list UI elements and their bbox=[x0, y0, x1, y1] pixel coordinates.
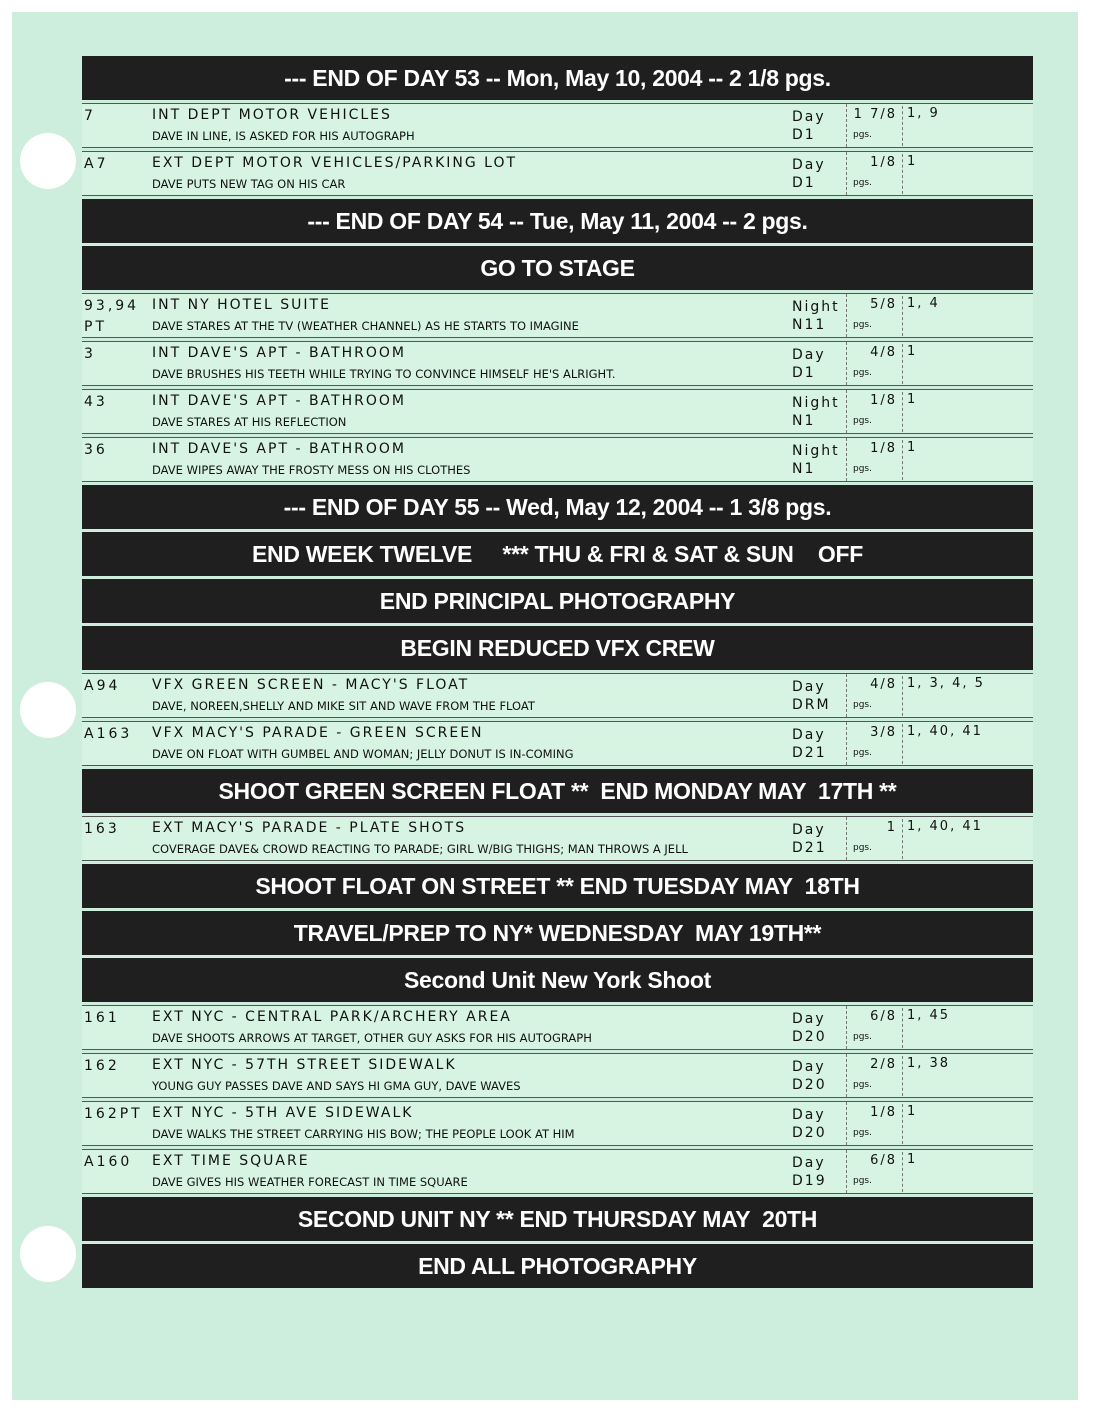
day-night-cell bbox=[792, 108, 844, 144]
page-count: 4/8 bbox=[870, 677, 897, 692]
page-unit: pgs. bbox=[853, 1080, 872, 1090]
day-night-label: Day bbox=[792, 1155, 826, 1171]
day-night-label: Day bbox=[792, 679, 826, 695]
cast-ids: 1, 4 bbox=[902, 296, 1035, 336]
day-night-cell bbox=[792, 1154, 844, 1190]
page-unit: pgs. bbox=[853, 416, 872, 426]
day-night-cell bbox=[792, 821, 844, 857]
scene-row bbox=[82, 341, 1033, 386]
scene-row bbox=[82, 151, 1033, 196]
page-count: 2/8 bbox=[870, 1057, 897, 1072]
day-night-label: Day bbox=[792, 109, 826, 125]
cast-ids: 1 bbox=[902, 154, 1035, 194]
scene-number: 3 bbox=[84, 346, 96, 362]
scene-number: A160 bbox=[84, 1154, 133, 1170]
day-banner: END WEEK TWELVE *** THU & FRI & SAT & SUN OFF bbox=[82, 532, 1033, 576]
scene-number: 36 bbox=[84, 442, 108, 458]
scene-description: YOUNG GUY PASSES DAVE AND SAYS HI GMA GUY, DAVE WAVES bbox=[152, 1079, 521, 1093]
day-night-label: Day bbox=[792, 347, 826, 363]
scene-description: DAVE SHOOTS ARROWS AT TARGET, OTHER GUY ASKS FOR HIS AUTOGRAPH bbox=[152, 1031, 592, 1045]
page-count: 1/8 bbox=[870, 441, 897, 456]
page-count-cell bbox=[846, 152, 901, 195]
page-count-cell bbox=[846, 722, 901, 765]
scene-number: 7 bbox=[84, 108, 96, 124]
scene-heading: EXT TIME SQUARE bbox=[152, 1153, 310, 1169]
scene-row bbox=[82, 721, 1033, 766]
day-night-label: Day bbox=[792, 727, 826, 743]
scene-row bbox=[82, 1149, 1033, 1194]
scene-heading: EXT MACY'S PARADE - PLATE SHOTS bbox=[152, 820, 467, 836]
cast-ids: 1, 45 bbox=[902, 1008, 1035, 1048]
scene-heading: INT DAVE'S APT - BATHROOM bbox=[152, 441, 406, 457]
cast-ids: 1, 3, 4, 5 bbox=[902, 676, 1035, 716]
scene-description: DAVE ON FLOAT WITH GUMBEL AND WOMAN; JELLY DONUT IS IN-COMING bbox=[152, 747, 574, 761]
day-banner: GO TO STAGE bbox=[82, 246, 1033, 290]
scene-heading: VFX MACY'S PARADE - GREEN SCREEN bbox=[152, 725, 484, 741]
scene-description: DAVE STARES AT THE TV (WEATHER CHANNEL) AS HE STARTS TO IMAGINE bbox=[152, 319, 579, 333]
day-night-cell bbox=[792, 1010, 844, 1046]
scene-number: A94 bbox=[84, 678, 121, 694]
punch-hole bbox=[20, 133, 76, 189]
day-banner: --- END OF DAY 53 -- Mon, May 10, 2004 -- 2 1/8 pgs. bbox=[82, 56, 1033, 100]
story-day: DRM bbox=[792, 697, 831, 713]
page-unit: pgs. bbox=[853, 320, 872, 330]
page-count: 6/8 bbox=[870, 1153, 897, 1168]
day-night-label: Day bbox=[792, 1107, 826, 1123]
story-day: N1 bbox=[792, 413, 816, 429]
page-count-cell bbox=[846, 294, 901, 337]
page-unit: pgs. bbox=[853, 130, 872, 140]
story-day: D19 bbox=[792, 1173, 827, 1189]
page-count: 1 bbox=[886, 820, 897, 835]
day-night-label: Night bbox=[792, 395, 840, 411]
scene-description: DAVE GIVES HIS WEATHER FORECAST IN TIME SQUARE bbox=[152, 1175, 468, 1189]
scene-number: 161 bbox=[84, 1010, 120, 1026]
page-unit: pgs. bbox=[853, 464, 872, 474]
story-day: D1 bbox=[792, 365, 816, 381]
day-night-cell bbox=[792, 346, 844, 382]
scene-description: DAVE, NOREEN,SHELLY AND MIKE SIT AND WAVE FROM THE FLOAT bbox=[152, 699, 535, 713]
page-unit: pgs. bbox=[853, 1032, 872, 1042]
day-night-label: Night bbox=[792, 299, 840, 315]
page-count-cell bbox=[846, 1150, 901, 1193]
story-day: D1 bbox=[792, 175, 816, 191]
page-count: 1 7/8 bbox=[853, 107, 897, 122]
page-count-cell bbox=[846, 817, 901, 860]
scene-heading: EXT DEPT MOTOR VEHICLES/PARKING LOT bbox=[152, 155, 518, 171]
page-count-cell bbox=[846, 1054, 901, 1097]
scene-description: DAVE WALKS THE STREET CARRYING HIS BOW; THE PEOPLE LOOK AT HIM bbox=[152, 1127, 575, 1141]
scene-number: 162PT bbox=[84, 1106, 143, 1122]
cast-ids: 1, 40, 41 bbox=[902, 724, 1035, 764]
day-night-cell bbox=[792, 1106, 844, 1142]
punch-hole bbox=[20, 682, 76, 738]
day-night-cell bbox=[792, 394, 844, 430]
cast-ids: 1, 9 bbox=[902, 106, 1035, 146]
day-night-cell bbox=[792, 298, 844, 334]
punch-hole bbox=[20, 1226, 76, 1282]
scene-row bbox=[82, 1005, 1033, 1050]
story-day: D20 bbox=[792, 1125, 827, 1141]
page-count-cell bbox=[846, 438, 901, 481]
page-count-cell bbox=[846, 342, 901, 385]
scene-description: DAVE IN LINE, IS ASKED FOR HIS AUTOGRAPH bbox=[152, 129, 415, 143]
page-count: 4/8 bbox=[870, 345, 897, 360]
scene-row bbox=[82, 103, 1033, 148]
scene-number: A7 bbox=[84, 156, 109, 172]
scene-row bbox=[82, 816, 1033, 861]
scene-row bbox=[82, 437, 1033, 482]
page-count: 1/8 bbox=[870, 393, 897, 408]
story-day: D20 bbox=[792, 1077, 827, 1093]
day-night-label: Day bbox=[792, 1059, 826, 1075]
page-unit: pgs. bbox=[853, 1176, 872, 1186]
page-count: 1/8 bbox=[870, 1105, 897, 1120]
page-unit: pgs. bbox=[853, 1128, 872, 1138]
day-banner: TRAVEL/PREP TO NY* WEDNESDAY MAY 19TH** bbox=[82, 911, 1033, 955]
cast-ids: 1, 40, 41 bbox=[902, 819, 1035, 859]
scene-heading: EXT NYC - 5TH AVE SIDEWALK bbox=[152, 1105, 414, 1121]
day-night-label: Day bbox=[792, 1011, 826, 1027]
scene-description: COVERAGE DAVE& CROWD REACTING TO PARADE; GIRL W/BIG THIGHS; MAN THROWS A JELL bbox=[152, 842, 688, 856]
scene-row bbox=[82, 673, 1033, 718]
day-banner: SECOND UNIT NY ** END THURSDAY MAY 20TH bbox=[82, 1197, 1033, 1241]
scene-row bbox=[82, 1053, 1033, 1098]
day-night-cell bbox=[792, 726, 844, 762]
day-night-cell bbox=[792, 442, 844, 478]
scene-row bbox=[82, 1101, 1033, 1146]
page-unit: pgs. bbox=[853, 700, 872, 710]
story-day: D21 bbox=[792, 840, 827, 856]
scene-description: DAVE PUTS NEW TAG ON HIS CAR bbox=[152, 177, 346, 191]
scene-number: A163 bbox=[84, 726, 133, 742]
page-count-cell bbox=[846, 390, 901, 433]
page-count-cell bbox=[846, 674, 901, 717]
day-night-label: Day bbox=[792, 822, 826, 838]
scene-row bbox=[82, 389, 1033, 434]
scene-heading: INT DEPT MOTOR VEHICLES bbox=[152, 107, 392, 123]
story-day: D1 bbox=[792, 127, 816, 143]
story-day: D21 bbox=[792, 745, 827, 761]
page-count-cell bbox=[846, 104, 901, 147]
cast-ids: 1 bbox=[902, 392, 1035, 432]
day-banner: BEGIN REDUCED VFX CREW bbox=[82, 626, 1033, 670]
scene-number: 43 bbox=[84, 394, 108, 410]
page-count-cell bbox=[846, 1006, 901, 1049]
cast-ids: 1, 38 bbox=[902, 1056, 1035, 1096]
day-banner: END PRINCIPAL PHOTOGRAPHY bbox=[82, 579, 1033, 623]
page-unit: pgs. bbox=[853, 368, 872, 378]
day-banner: --- END OF DAY 54 -- Tue, May 11, 2004 -- 2 pgs. bbox=[82, 199, 1033, 243]
page-unit: pgs. bbox=[853, 178, 872, 188]
page-count: 6/8 bbox=[870, 1009, 897, 1024]
day-banner: END ALL PHOTOGRAPHY bbox=[82, 1244, 1033, 1288]
story-day: N11 bbox=[792, 317, 827, 333]
scene-heading: EXT NYC - 57TH STREET SIDEWALK bbox=[152, 1057, 457, 1073]
cast-ids: 1 bbox=[902, 1152, 1035, 1192]
cast-ids: 1 bbox=[902, 344, 1035, 384]
page-count-cell bbox=[846, 1102, 901, 1145]
scene-number: 93,94PT bbox=[84, 298, 140, 335]
cast-ids: 1 bbox=[902, 1104, 1035, 1144]
day-night-label: Night bbox=[792, 443, 840, 459]
scene-description: DAVE STARES AT HIS REFLECTION bbox=[152, 415, 347, 429]
scene-heading: INT DAVE'S APT - BATHROOM bbox=[152, 345, 406, 361]
scene-heading: EXT NYC - CENTRAL PARK/ARCHERY AREA bbox=[152, 1009, 512, 1025]
story-day: N1 bbox=[792, 461, 816, 477]
page-unit: pgs. bbox=[853, 748, 872, 758]
scene-description: DAVE BRUSHES HIS TEETH WHILE TRYING TO CONVINCE HIMSELF HE'S ALRIGHT. bbox=[152, 367, 616, 381]
scene-heading: INT NY HOTEL SUITE bbox=[152, 297, 331, 313]
day-banner: SHOOT FLOAT ON STREET ** END TUESDAY MAY 18TH bbox=[82, 864, 1033, 908]
shooting-schedule bbox=[82, 56, 1033, 1291]
day-night-cell bbox=[792, 678, 844, 714]
scene-description: DAVE WIPES AWAY THE FROSTY MESS ON HIS CLOTHES bbox=[152, 463, 471, 477]
page-count: 5/8 bbox=[870, 297, 897, 312]
page-count: 3/8 bbox=[870, 725, 897, 740]
day-banner: SHOOT GREEN SCREEN FLOAT ** END MONDAY MAY 17TH ** bbox=[82, 769, 1033, 813]
scene-heading: VFX GREEN SCREEN - MACY'S FLOAT bbox=[152, 677, 470, 693]
story-day: D20 bbox=[792, 1029, 827, 1045]
day-banner: --- END OF DAY 55 -- Wed, May 12, 2004 -- 1 3/8 pgs. bbox=[82, 485, 1033, 529]
day-banner: Second Unit New York Shoot bbox=[82, 958, 1033, 1002]
scene-number: 163 bbox=[84, 821, 120, 837]
cast-ids: 1 bbox=[902, 440, 1035, 480]
day-night-cell bbox=[792, 1058, 844, 1094]
day-night-cell bbox=[792, 156, 844, 192]
page-unit: pgs. bbox=[853, 843, 872, 853]
scene-heading: INT DAVE'S APT - BATHROOM bbox=[152, 393, 406, 409]
scene-number: 162 bbox=[84, 1058, 120, 1074]
day-night-label: Day bbox=[792, 157, 826, 173]
page-count: 1/8 bbox=[870, 155, 897, 170]
scene-row bbox=[82, 293, 1033, 338]
